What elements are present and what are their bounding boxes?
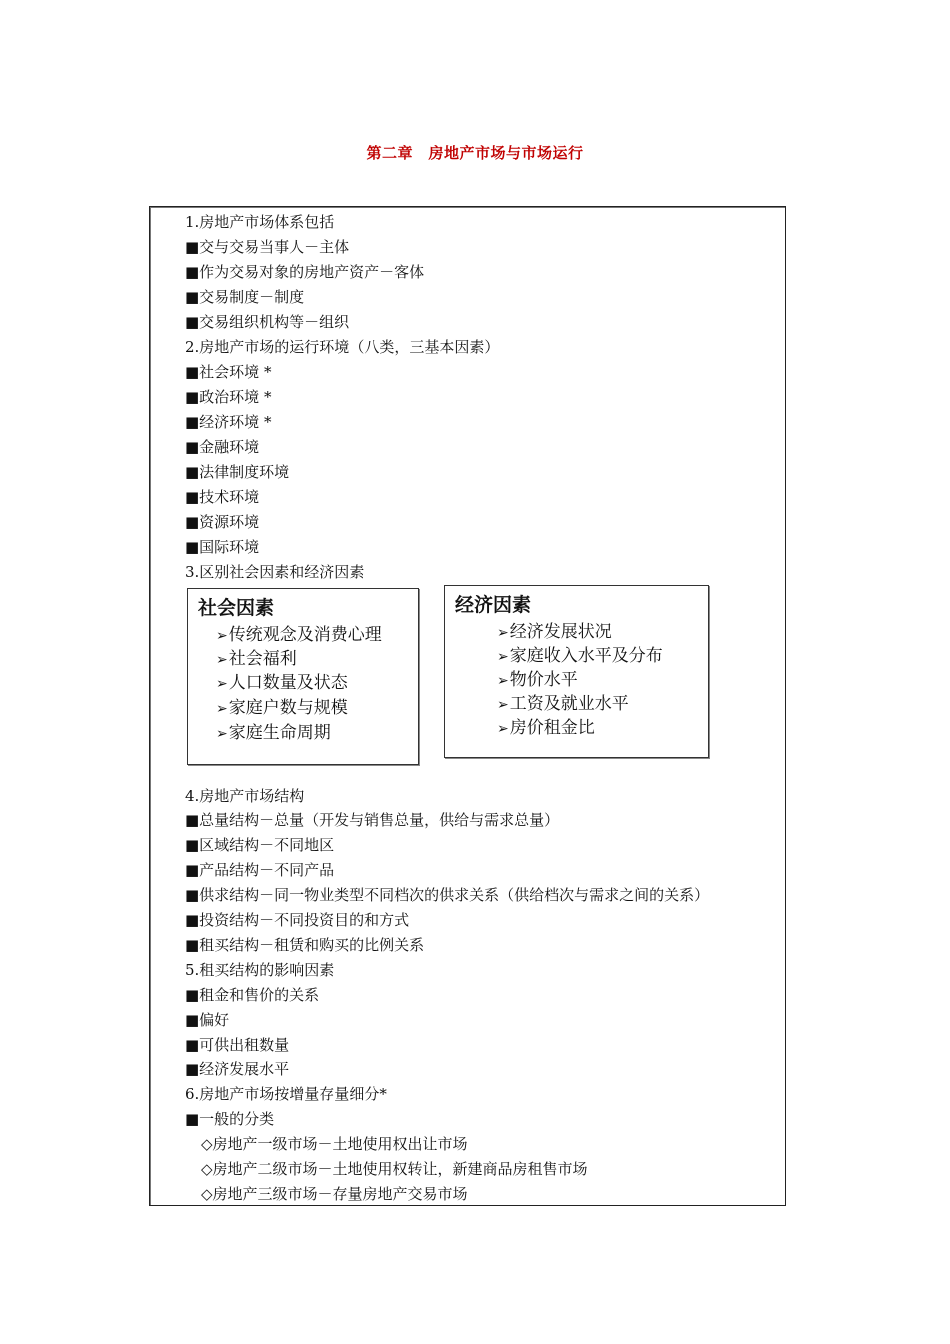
arrow-bullet-icon: ➢ bbox=[216, 701, 228, 717]
outline-line: ■国际环境 bbox=[185, 538, 260, 556]
outline-line: ■可供出租数量 bbox=[185, 1036, 290, 1054]
outline-line: ■投资结构－不同投资目的和方式 bbox=[185, 911, 410, 929]
outline-line: ■租买结构－租赁和购买的比例关系 bbox=[185, 936, 425, 954]
outline-line: 2.房地产市场的运行环境（八类，三基本因素） bbox=[185, 338, 500, 356]
outline-line: ■政治环境 * bbox=[185, 388, 272, 406]
arrow-bullet-icon: ➢ bbox=[497, 697, 509, 713]
outline-line: 5.租买结构的影响因素 bbox=[185, 961, 335, 979]
arrow-bullet-icon: ➢ bbox=[497, 673, 509, 689]
outline-line: ■一般的分类 bbox=[185, 1110, 275, 1128]
outline-line: ■偏好 bbox=[185, 1011, 230, 1029]
social-factors-box bbox=[187, 588, 419, 765]
outline-subline: ◇房地产一级市场－土地使用权出让市场 bbox=[201, 1135, 468, 1153]
outline-line: ■产品结构－不同产品 bbox=[185, 861, 335, 879]
social-factor-item: ➢家庭生命周期 bbox=[216, 723, 331, 743]
outline-line: 1.房地产市场体系包括 bbox=[185, 213, 335, 231]
outline-line: 4.房地产市场结构 bbox=[185, 787, 305, 805]
chapter-title: 第二章 房地产市场与市场运行 bbox=[366, 144, 584, 162]
arrow-bullet-icon: ➢ bbox=[216, 652, 228, 668]
outline-line: ■社会环境 * bbox=[185, 363, 272, 381]
arrow-bullet-icon: ➢ bbox=[216, 726, 228, 742]
economic-factor-item: ➢家庭收入水平及分布 bbox=[497, 646, 663, 666]
arrow-bullet-icon: ➢ bbox=[216, 628, 228, 644]
arrow-bullet-icon: ➢ bbox=[497, 625, 509, 641]
outline-line: ■经济发展水平 bbox=[185, 1060, 290, 1078]
arrow-bullet-icon: ➢ bbox=[216, 676, 228, 692]
economic-factor-item: ➢经济发展状况 bbox=[497, 622, 612, 642]
arrow-bullet-icon: ➢ bbox=[497, 721, 509, 737]
outline-line: ■交易制度－制度 bbox=[185, 288, 305, 306]
economic-factor-item: ➢物价水平 bbox=[497, 670, 578, 690]
social-factor-item: ➢人口数量及状态 bbox=[216, 673, 348, 693]
outline-subline: ◇房地产二级市场－土地使用权转让，新建商品房租售市场 bbox=[201, 1160, 588, 1178]
outline-line: ■经济环境 * bbox=[185, 413, 272, 431]
arrow-bullet-icon: ➢ bbox=[497, 649, 509, 665]
outline-line: ■租金和售价的关系 bbox=[185, 986, 320, 1004]
outline-line: 3.区别社会因素和经济因素 bbox=[185, 563, 365, 581]
economic-factors-box bbox=[444, 585, 709, 758]
outline-line: ■资源环境 bbox=[185, 513, 260, 531]
social-factor-item: ➢家庭户数与规模 bbox=[216, 698, 348, 718]
outline-subline: ◇房地产三级市场－存量房地产交易市场 bbox=[201, 1185, 468, 1203]
outline-line: ■法律制度环境 bbox=[185, 463, 290, 481]
social-factor-item: ➢传统观念及消费心理 bbox=[216, 625, 382, 645]
outline-line: ■总量结构－总量（开发与销售总量，供给与需求总量） bbox=[185, 811, 560, 829]
social-factors-title: 社会因素 bbox=[198, 597, 275, 619]
economic-factors-title: 经济因素 bbox=[455, 594, 532, 616]
outline-line: ■供求结构－同一物业类型不同档次的供求关系（供给档次与需求之间的关系） bbox=[185, 886, 710, 904]
outline-line: ■交与交易当事人－主体 bbox=[185, 238, 350, 256]
economic-factor-item: ➢房价租金比 bbox=[497, 718, 595, 738]
outline-line: ■技术环境 bbox=[185, 488, 260, 506]
economic-factor-item: ➢工资及就业水平 bbox=[497, 694, 629, 714]
social-factor-item: ➢社会福利 bbox=[216, 649, 297, 669]
outline-line: ■金融环境 bbox=[185, 438, 260, 456]
outline-line: ■区域结构－不同地区 bbox=[185, 836, 335, 854]
outline-line: 6.房地产市场按增量存量细分* bbox=[185, 1085, 387, 1103]
outline-line: ■交易组织机构等－组织 bbox=[185, 313, 350, 331]
outline-line: ■作为交易对象的房地产资产－客体 bbox=[185, 263, 425, 281]
